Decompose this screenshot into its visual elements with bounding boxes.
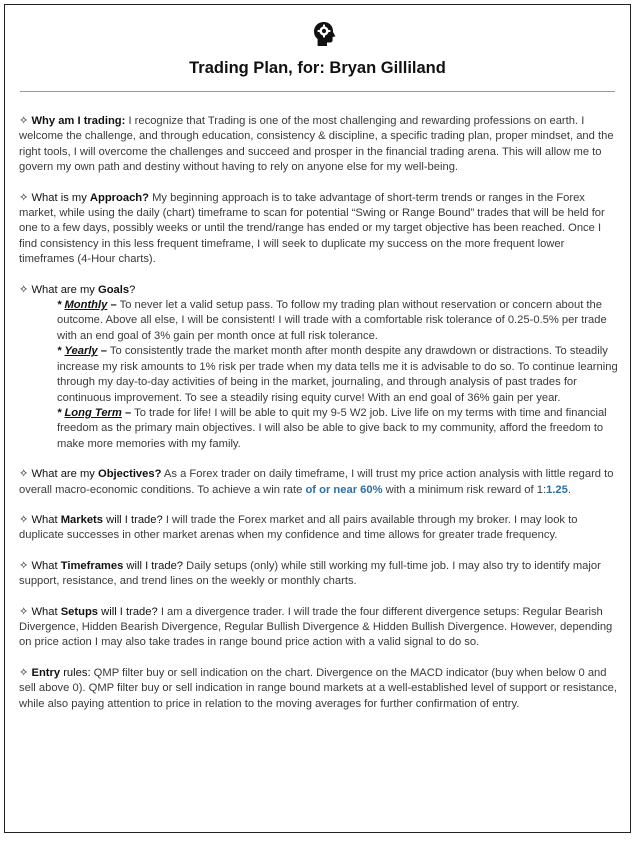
- setups-text: I am a divergence trader. I will trade the four different divergence setups: Regular Bearish Divergence, Hidden Bearish Divergence, Regular Bullish Divergence & Hidden Bullish Divergence. However, depending on price action I may also take trades in range bound price action with a valid signal to do so.: [19, 605, 613, 649]
- setups-tail: will I trade?: [98, 605, 158, 618]
- sparkle-bullet-icon: ✧: [19, 513, 29, 526]
- goal-long-term: * Long Term – To trade for life! I will be able to quit my 9-5 W2 job. Live life on my terms with time and financial freedom as the primary main objectives. I will also be able to give back to my community, afford the freedom to make more memories with my family.: [57, 406, 607, 450]
- sparkle-bullet-icon: ✧: [19, 559, 29, 572]
- why-text: I recognize that Trading is one of the most challenging and rewarding professions on earth. I welcome the challenge, and through education, consistency & discipline, a specific trading plan, proper mindset, and the right tools, I will overcome the challenges and succeed and prosper in the financial trading arena. This will allow me to govern my own path and destiny without having to rely on anyone else for my well-being.: [19, 115, 614, 174]
- objectives-text-2: with a minimum risk reward of 1:: [382, 483, 547, 496]
- document-page: [4, 4, 631, 833]
- approach-heading: Approach?: [89, 191, 149, 204]
- goals-heading: Goals: [98, 283, 130, 296]
- markets-tail: will I trade?: [103, 513, 163, 526]
- sparkle-bullet-icon: ✧: [19, 283, 29, 296]
- sparkle-bullet-icon: ✧: [19, 468, 29, 481]
- section-goals: [19, 283, 620, 452]
- markets-text: I will trade the Forex market and all pairs available through my broker. I may look to duplicate successes in other market arenas when my confidence and time allows for greater trade frequency.: [19, 513, 578, 542]
- goal-monthly: * Monthly – To never let a valid setup pass. To follow my trading plan without reservation or concern about the outcome. Above all else, I will be consistent! I will trade with a comfortable risk tolerance of 0.25-0.5% per trade with an end goal of 3% gain per month once at full risk tolerance.: [57, 299, 607, 342]
- sparkle-bullet-icon: ✧: [19, 191, 29, 204]
- goal-monthly-name: Monthly: [64, 299, 108, 312]
- setups-lead: What: [31, 605, 61, 618]
- setups-heading: Setups: [60, 605, 99, 618]
- timeframes-text: Daily setups (only) while still working my full-time job. I may also try to identify major support, resistance, and trend lines on the weekly or monthly charts.: [19, 559, 601, 588]
- section-timeframes: [19, 559, 620, 590]
- goals-lead: What are my: [31, 283, 99, 296]
- goal-yearly: * Yearly – To consistently trade the market month after month despite any drawdown or distractions. To steadily increase my risk amounts to 1% risk per trade when my data tells me it is advisable to do so. To continue learning through my day-to-day activities of being in the market, journaling, and through analysis of past trades for continuous improvement. To see a steadily rising equity curve! With an end goal of 36% gain per year.: [57, 345, 618, 404]
- goal-yearly-text: To consistently trade the market month after month despite any drawdown or distractions. To steadily increase my risk amounts to 1% risk per trade when my data tells me it is advisable to do so. To continue learning through my day-to-day activities of being in the market, journaling, and through analysis of past trades for continuous improvement. To see a steadily rising equity curve! With an end goal of 36% gain per year.: [57, 345, 618, 404]
- head-gear-icon: [313, 21, 337, 47]
- goal-long-term-name: Long Term: [64, 406, 122, 419]
- section-objectives: [19, 467, 620, 498]
- timeframes-tail: will I trade?: [123, 559, 184, 572]
- sparkle-bullet-icon: ✧: [19, 605, 29, 618]
- entry-tail: rules:: [60, 666, 91, 679]
- sparkle-bullet-icon: ✧: [19, 115, 29, 127]
- objectives-lead: What are my: [31, 468, 99, 481]
- page-title: Trading Plan, for: Bryan Gilliland: [189, 59, 446, 77]
- section-entry: [19, 666, 620, 712]
- approach-text: My beginning approach is to take advantage of short-term trends or ranges in the Forex market, while using the daily (chart) timeframe to scan for potential “Swing or Range Bound” trades that will be held for one to a few days, possibly weeks or until the trend/range has ended or my target objective has been reached. Once I find consistency in this less frequent timeframe, I will seek to duplicate my success on the more frequent lower timeframes (4-Hour charts).: [19, 191, 605, 266]
- approach-lead: What is my: [31, 191, 90, 204]
- risk-reward-highlight: 1.25: [546, 483, 568, 496]
- markets-lead: What: [31, 513, 61, 526]
- section-setups: [19, 605, 620, 651]
- markets-heading: Markets: [60, 513, 104, 526]
- title-divider: [20, 91, 615, 92]
- entry-heading: Entry: [31, 666, 61, 679]
- objectives-text-3: .: [567, 483, 571, 496]
- timeframes-lead: What: [31, 559, 61, 572]
- plan-content: [19, 114, 620, 727]
- goal-monthly-text: To never let a valid setup pass. To follow my trading plan without reservation or concern about the outcome. Above all else, I will be consistent! I will trade with a comfortable risk tolerance of 0.25-0.5% per trade with an end goal of 3% gain per month once at full risk tolerance.: [57, 299, 607, 342]
- goal-long-term-text: To trade for life! I will be able to quit my 9-5 W2 job. Live life on my terms with time and financial freedom as the primary main objectives. I will also be able to give back to my community, afford the freedom to make more memories with my family.: [57, 406, 607, 450]
- section-why: [19, 114, 620, 176]
- objectives-text-1: As a Forex trader on daily timeframe, I will trust my price action analysis with little regard to overall macro-economic conditions. To achieve a win rate: [19, 468, 614, 496]
- goals-list: [57, 298, 620, 452]
- goals-tail: ?: [129, 283, 136, 296]
- entry-text: QMP filter buy or sell indication on the chart. Divergence on the MACD indicator (buy when below 0 and sell above 0). QMP filter buy or sell indication in range bound markets at a well-established level of support or resistance, while also paying attention to price in relation to the moving averages for further confirmation of entry.: [19, 666, 618, 710]
- section-approach: [19, 191, 620, 268]
- section-markets: [19, 513, 620, 544]
- goal-yearly-name: Yearly: [64, 345, 98, 358]
- why-heading: Why am I trading:: [31, 115, 126, 127]
- win-rate-highlight: of or near 60%: [305, 483, 383, 496]
- sparkle-bullet-icon: ✧: [19, 666, 29, 679]
- timeframes-heading: Timeframes: [60, 559, 124, 572]
- objectives-heading: Objectives?: [98, 468, 162, 481]
